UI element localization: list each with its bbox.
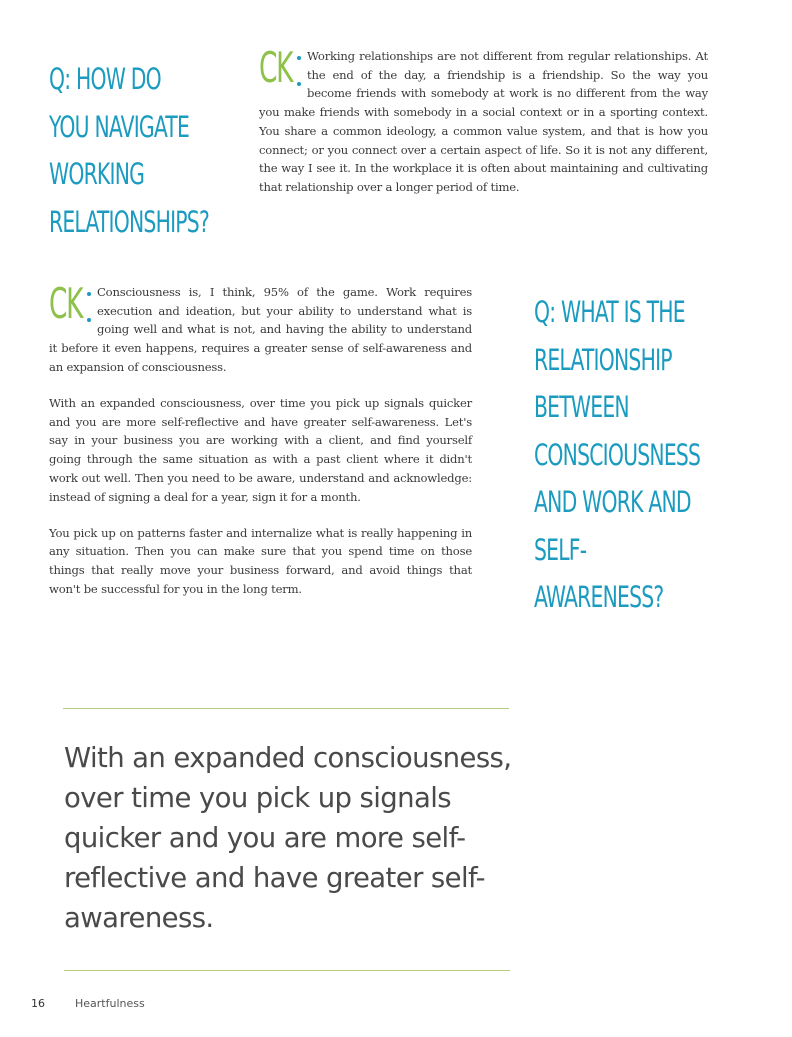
- question-2-heading: Q: WHAT IS THE RELATIONSHIP BETWEEN CONSCIOUSNESS AND WORK AND SELF-AWARENESS?: [534, 295, 701, 614]
- paragraph-text: Consciousness is, I think, 95% of the game. Work requires execution and ideation, but your ability to understand what is going well and what is not, and having the ability to understand it before it even happens, requires a greater sense of self-awareness and an expansion of consciousness.: [49, 285, 472, 374]
- answer-2-paragraph: You pick up on patterns faster and internalize what is really happening in any situation. Then you can make sure that you spend time on those things that really move your business forward, and avoid things that won't be successful for you in the long term.: [49, 525, 472, 596]
- initials-colon: [87, 292, 91, 322]
- question-1-heading: Q: HOW DO YOU NAVIGATE WORKING RELATIONSHIPS?: [49, 62, 209, 239]
- answer-2-paragraph: [49, 279, 472, 377]
- colon-dot: [87, 292, 91, 296]
- initials-text: CK: [49, 279, 83, 328]
- pull-quote: With an expanded consciousness, over time you pick up signals quicker and you are more self-reflective and have greater self-awareness.: [64, 742, 512, 934]
- answer-1: [259, 43, 708, 197]
- initials-colon: [297, 56, 301, 86]
- answer-2-paragraph: With an expanded consciousness, over time you pick up signals quicker and you are more self-reflective and have greater self-awareness. Let's say in your business you are working with a client, and find yourself going through the same situation as with a past client where it didn't work out well. Then you need to be aware, understand and acknowledge: instead of signing a deal for a year, sign it for a month.: [49, 396, 472, 504]
- pull-quote-top-rule: [63, 708, 509, 709]
- answer-1-text: Working relationships are not different from regular relationships. At the end of the day, a friendship is a friendship. So the way you become friends with somebody at work is no different from the way you make friends with somebody in a social context or in a sporting context. You share a common ideology, a common value system, and that is how you connect; or you connect over a certain aspect of life. So it is not any different, the way I see it. In the workplace it is often about maintaining and cultivating that relationship over a longer period of time.: [259, 49, 708, 194]
- answer-1-initials: [259, 43, 301, 99]
- initials-text: CK: [259, 43, 293, 92]
- colon-dot: [297, 82, 301, 86]
- colon-dot: [297, 56, 301, 60]
- pull-quote-bottom-rule: [64, 970, 510, 971]
- answer-2: [49, 279, 472, 616]
- magazine-name: Heartfulness: [75, 997, 145, 1010]
- page-number: 16: [31, 997, 45, 1010]
- colon-dot: [87, 318, 91, 322]
- answer-2-initials: [49, 279, 91, 335]
